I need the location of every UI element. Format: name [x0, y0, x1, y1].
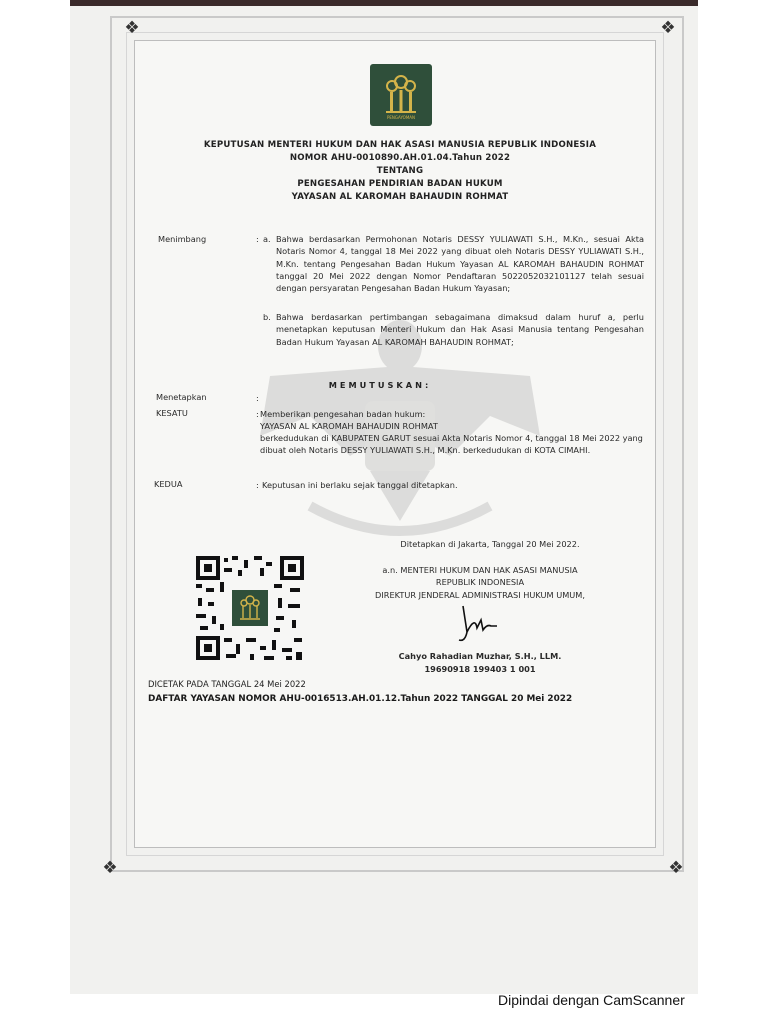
handwritten-signature — [455, 602, 501, 646]
logo-caption: PENGAYOMAN — [386, 115, 415, 120]
decree-title: KEPUTUSAN MENTERI HUKUM DAN HAK ASASI MANUSIA REPUBLIK INDONESIA — [203, 140, 597, 150]
kedua-colon: : — [256, 480, 259, 490]
kesatu-foundation-name: YAYASAN AL KAROMAH BAHAUDIN ROHMAT — [260, 421, 438, 431]
kesatu-colon: : — [256, 409, 259, 419]
kedua-label: KEDUA — [154, 479, 183, 489]
menetapkan-colon: : — [256, 393, 259, 403]
kesatu-label: KESATU — [156, 408, 188, 418]
kesatu-intro: Memberikan pengesahan badan hukum: — [260, 409, 426, 419]
menimbang-label: Menimbang — [158, 234, 207, 244]
kedua-text: Keputusan ini berlaku sejak tanggal ditetapkan. — [262, 480, 458, 490]
signatory-nip: 19690918 199403 1 001 — [424, 664, 536, 674]
on-behalf-line: a.n. MENTERI HUKUM DAN HAK ASASI MANUSIA — [382, 565, 578, 575]
menetapkan-label: Menetapkan — [156, 392, 207, 402]
corner-ornament-icon: ❖ — [660, 18, 676, 38]
signatory-name: Cahyo Rahadian Muzhar, S.H., LLM. — [398, 651, 562, 661]
corner-ornament-icon: ❖ — [124, 18, 140, 38]
qr-code — [194, 554, 306, 662]
menimbang-item-b: Bahwa berdasarkan pertimbangan sebagaimana dimaksud dalam huruf a, perlu menetapkan keputusan Menteri Hukum dan Hak Asasi Manusia tentang Pengesahan Badan Hukum Yayasan AL KAROMAH BAHAUDIN ROHMAT; — [276, 312, 644, 347]
item-a-marker: a. — [263, 234, 271, 244]
memutuskan-heading: MEMUTUSKAN: — [328, 380, 432, 390]
certificate-page — [70, 6, 698, 994]
decree-subject: PENGESAHAN PENDIRIAN BADAN HUKUM — [297, 179, 503, 189]
ministry-logo — [370, 64, 432, 126]
corner-ornament-icon: ❖ — [102, 858, 118, 878]
register-number: DAFTAR YAYASAN NOMOR AHU-0016513.AH.01.12.Tahun 2022 TANGGAL 20 Mei 2022 — [148, 694, 573, 704]
country-line: REPUBLIK INDONESIA — [435, 577, 525, 587]
printed-date: DICETAK PADA TANGGAL 24 Mei 2022 — [148, 679, 306, 689]
corner-ornament-icon: ❖ — [668, 858, 684, 878]
menimbang-colon: : — [256, 234, 259, 244]
office-line: DIREKTUR JENDERAL ADMINISTRASI HUKUM UMUM, — [375, 590, 585, 600]
kesatu-domicile: berkedudukan di KABUPATEN GARUT sesuai Akta Notaris Nomor 4, tanggal 18 Mei 2022 yang dibuat oleh Notaris DESSY YULIAWATI S.H., M.Kn. berkedudukan di KOTA CIMAHI. — [260, 433, 643, 456]
decree-tentang: TENTANG — [376, 166, 424, 176]
item-b-marker: b. — [263, 312, 271, 322]
scanner-watermark-label: Dipindai dengan CamScanner — [498, 992, 685, 1008]
decree-foundation-name: YAYASAN AL KAROMAH BAHAUDIN ROHMAT — [291, 192, 509, 202]
place-date: Ditetapkan di Jakarta, Tanggal 20 Mei 2022. — [400, 539, 580, 549]
menimbang-item-a: Bahwa berdasarkan Permohonan Notaris DESSY YULIAWATI S.H., M.Kn., sesuai Akta Notaris Nomor 4, tanggal 18 Mei 2022 yang dibuat oleh Notaris DESSY YULIAWATI S.H., M.Kn. tentang Pengesahan Badan Hukum Yayasan AL KAROMAH BAHAUDIN ROHMAT tanggal 20 Mei 2022 dengan Nomor Pendaftaran 5022052032101127 telah sesuai dengan persyaratan Pengesahan Badan Hukum Yayasan; — [276, 234, 644, 294]
decree-number: NOMOR AHU-0010890.AH.01.04.Tahun 2022 — [289, 153, 511, 163]
